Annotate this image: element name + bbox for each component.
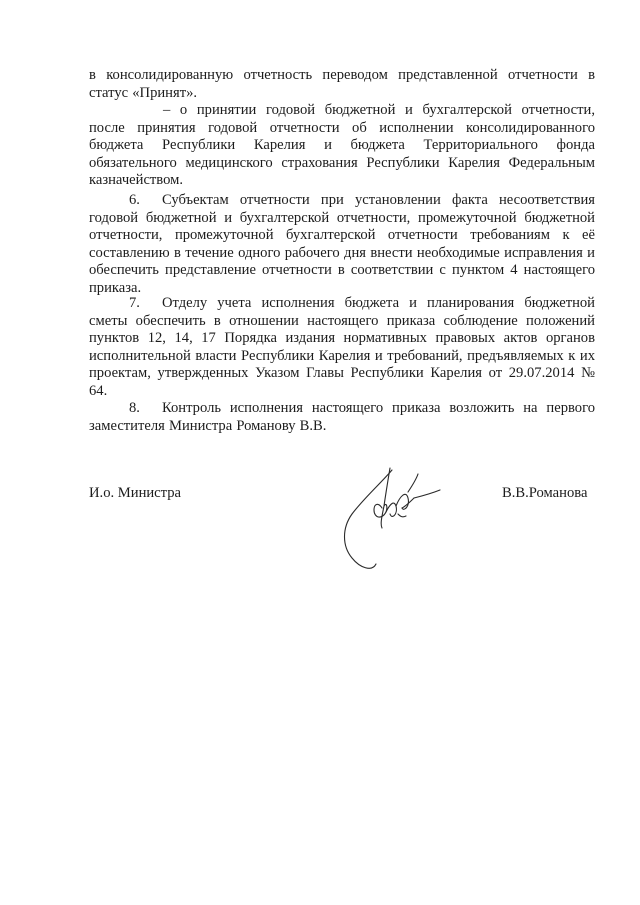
item-8-number: 8. bbox=[129, 400, 140, 416]
paragraph-continuation: в консолидированную отчетность переводом представленной отчетности в статус «Принят». bbox=[89, 67, 595, 101]
item-7-text: Отделу учета исполнения бюджета и планирования бюджетной сметы обеспечить в отношении настоящего приказа соблюдение положений пунктов 12, 14, 17 Порядка издания нормативных правовых актов органов исполнительной власти Республики Карелия и требований, предъявляемых к их проектам, утвержденных Указом Главы Республики Карелия от 29.07.2014 № 64. bbox=[89, 295, 595, 399]
item-8-text: Контроль исполнения настоящего приказа возложить на первого заместителя Министра Романову В.В. bbox=[89, 400, 595, 434]
item-6 bbox=[89, 192, 595, 298]
signatory-position: И.о. Министра bbox=[89, 485, 181, 501]
paragraph-annual-reporting: – о принятии годовой бюджетной и бухгалтерской отчетности, после принятия годовой отчетности об исполнении консолидированного бюджета Республики Карелия и бюджета Территориального фонда обязательного медицинского страхования Республики Карелия Федеральным казначейством. bbox=[89, 102, 595, 189]
item-8 bbox=[89, 400, 595, 435]
item-7 bbox=[89, 295, 595, 401]
item-6-text: Субъектам отчетности при установлении факта несоответствия годовой бюджетной и бухгалтерской отчетности, промежуточной бюджетной отчетности, промежуточной бухгалтерской отчетности требованиям к её составлению в течение одного рабочего дня внести необходимые исправления и обеспечить представление отчетности в соответствии с пунктом 4 настоящего приказа. bbox=[89, 192, 595, 296]
signatory-name: В.В.Романова bbox=[502, 485, 588, 501]
item-7-number: 7. bbox=[129, 295, 140, 311]
handwritten-signature bbox=[330, 462, 460, 574]
item-6-number: 6. bbox=[129, 192, 140, 208]
